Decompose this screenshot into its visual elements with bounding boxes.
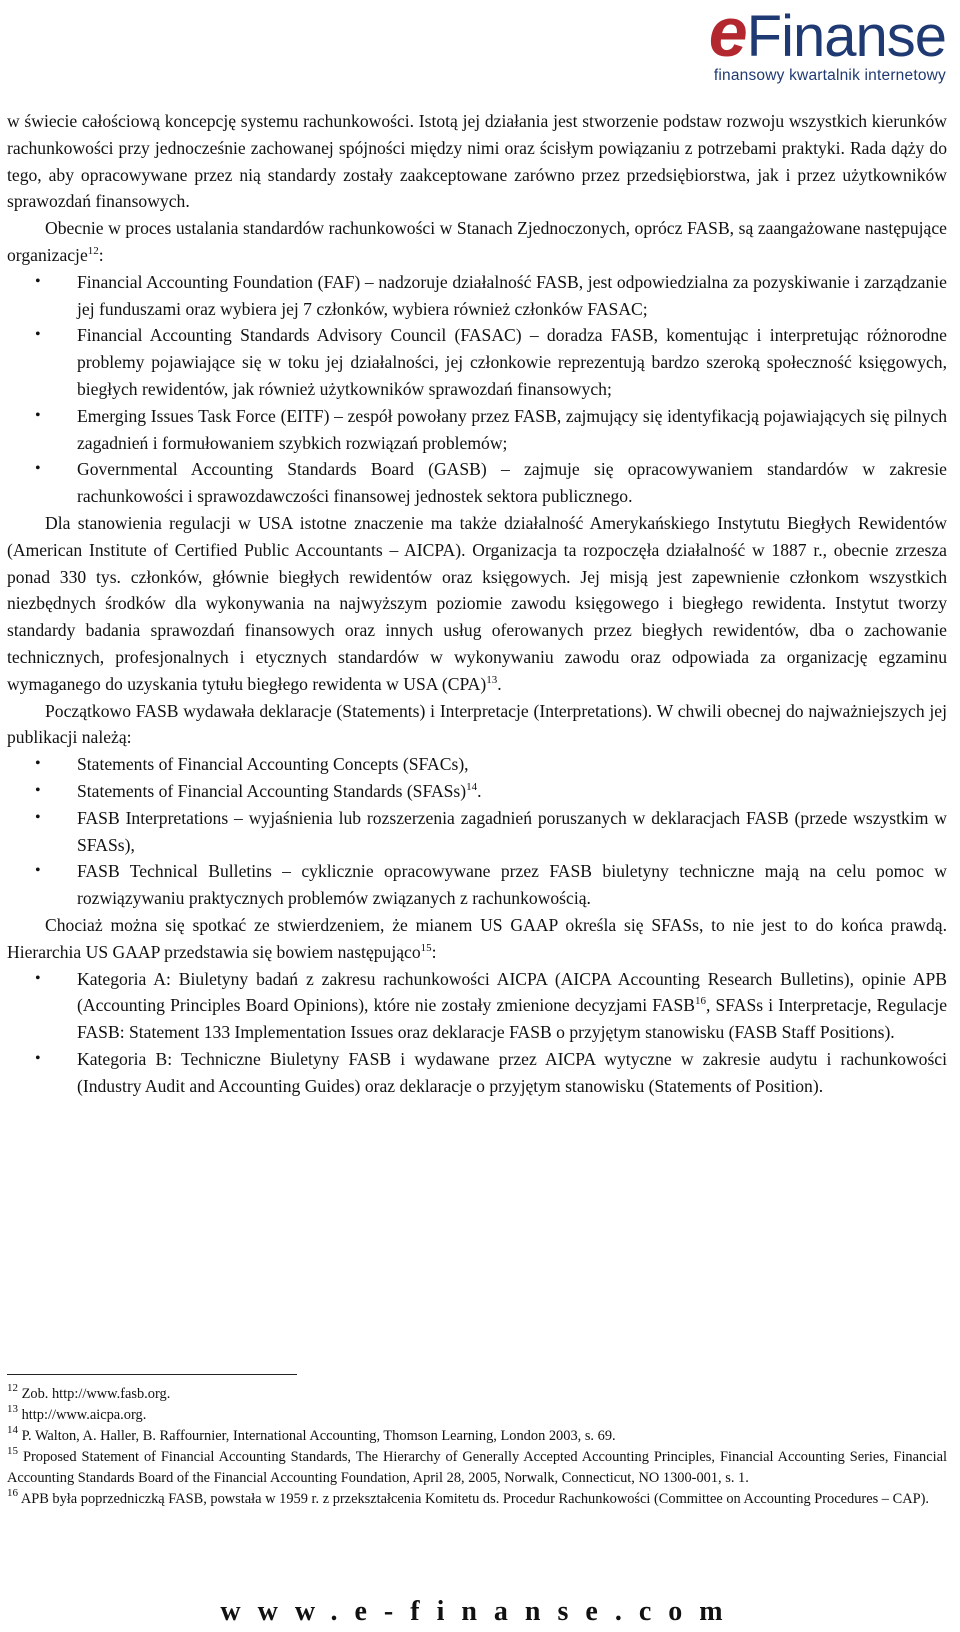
footnote-text: Proposed Statement of Financial Accounting Standards, The Hierarchy of Generally Accepted Accounting Principles, Financial Accounting Series, Financial Accounting Standards Board of the Financial Accounting Foundation, April 28, 2005, Norwalk, Connecticut, NO 1300-001, s. 1. <box>7 1449 947 1486</box>
logo-word: Finanse <box>746 4 946 69</box>
list-item-sfass-end: . <box>477 780 482 801</box>
footnote-text: http://www.aicpa.org. <box>21 1407 147 1423</box>
logo-wordmark <box>676 0 946 69</box>
list-item-faf: • Financial Accounting Foundation (FAF) – nadzoruje działalność FASB, jest odpowiedzialna za pozyskiwanie i zarządzanie jej funduszami oraz wybiera jej 7 członków, wybiera również członków FASAC; <box>77 269 947 323</box>
paragraph-3-text: Dla stanowienia regulacji w USA istotne znaczenie ma także działalność Amerykańskiego Instytutu Biegłych Rewidentów (American Institute of Certified Public Accountants – AICPA). Organizacja ta rozpoczęła działalność w 1887 r., obecnie zrzesza ponad 330 tys. członków, głównie biegłych rewidentów oraz księgowych. Jej misją jest zapewnienie członkom wszystkich niezbędnych środków dla wykonywania na najwyższym poziomie zawodu księgowego i biegłego rewidenta. Instytut tworzy standardy badania sprawozdań finansowych oraz innych usług oferowanych przez biegłych rewidentów, dba o zachowanie technicznych, profesjonalnych i etycznych standardów w wykonywaniu zawodu oraz odpowiada za organizację egzaminu wymaganego do uzyskania tytułu biegłego rewidenta w USA (CPA) <box>7 512 947 694</box>
paragraph-2-end: : <box>98 244 104 265</box>
paragraph-5-text: Chociaż można się spotkać ze stwierdzeniem, że mianem US GAAP określa się SFASs, to nie jest to do końca prawdą. Hierarchia US GAAP przedstawia się bowiem następująco <box>7 914 947 962</box>
footnote-ref-15[interactable]: 15 <box>420 941 432 954</box>
paragraph-2-text: Obecnie w proces ustalania standardów rachunkowości w Stanach Zjednoczonych, oprócz FASB, są zaangażowane następujące organizacje <box>7 218 947 265</box>
footnote-ref-13[interactable]: 13 <box>486 673 498 686</box>
footnote-number: 14 <box>7 1424 18 1436</box>
list-item-gasb: • Governmental Accounting Standards Board (GASB) – zajmuje się opracowywaniem standardów w zakresie rachunkowości i sprawozdawczości finansowej jednostek sektora publicznego. <box>77 456 947 510</box>
footnote-number: 15 <box>7 1445 18 1457</box>
list-item-category-a <box>77 966 947 1046</box>
footnote-ref-12[interactable]: 12 <box>87 244 99 257</box>
list-item-interpretations: • FASB Interpretations – wyjaśnienia lub rozszerzenia zagadnień poruszanych w deklaracjach FASB (przede wszystkim w SFASs), <box>77 805 947 859</box>
paragraph-5 <box>7 912 947 966</box>
list-item-category-b: • Kategoria B: Techniczne Biuletyny FASB i wydawane przez AICPA wytyczne w zakresie audytu i rachunkowości (Industry Audit and Accounting Guides) oraz deklaracje o przyjętym stanowisku (Statements of Position). <box>77 1046 947 1100</box>
footnote-number: 16 <box>7 1487 18 1499</box>
footnotes <box>7 1384 947 1510</box>
paragraph-4: Początkowo FASB wydawała deklaracje (Statements) i Interpretacje (Interpretations). W chwili obecnej do najważniejszych jej publikacji należą: <box>7 700 947 748</box>
paragraph-3-end: . <box>497 673 502 694</box>
list-item-eitf: • Emerging Issues Task Force (EITF) – zespół powołany przez FASB, zajmujący się identyfikacją pojawiających się pilnych zagadnień i formułowaniem szybkich rozwiązań problemów; <box>77 403 947 457</box>
list-item-sfacs: • Statements of Financial Accounting Concepts (SFACs), <box>77 751 947 778</box>
footnote-ref-16[interactable]: 16 <box>694 995 706 1008</box>
paragraph-3 <box>7 510 947 698</box>
footnote-12 <box>7 1384 947 1405</box>
publications-list <box>7 751 947 912</box>
footnote-number: 13 <box>7 1403 18 1415</box>
paragraph-2 <box>7 215 947 269</box>
efinanse-logo <box>676 0 946 92</box>
logo-e-letter: e <box>708 0 747 71</box>
footer-url[interactable]: www.e-finanse.com <box>220 1596 740 1627</box>
gaap-hierarchy-list <box>7 966 947 1100</box>
list-item-sfass <box>77 778 947 805</box>
paragraph-1: w świecie całościową koncepcję systemu rachunkowości. Istotą jej działania jest stworzenie podstaw rozwoju wszystkich kierunków rachunkowości przy jednocześnie zachowanej spójności między nimi oraz ścisłym powiązaniu z potrzebami praktyki. Rada dąży do tego, aby opracowywane przez nią standardy zostały zaakceptowane zarówno przez przedsiębiorstwa, jak i przez użytkowników sprawozdań finansowych. <box>7 111 947 212</box>
footnote-number: 12 <box>7 1382 18 1394</box>
list-item-bulletins: • FASB Technical Bulletins – cyklicznie opracowywane przez FASB biuletyny techniczne mają na celu pomoc w rozwiązywaniu praktycznych problemów związanych z rachunkowością. <box>77 858 947 912</box>
footnote-15 <box>7 1447 947 1489</box>
footnote-text: Zob. http://www.fasb.org. <box>21 1386 171 1402</box>
category-a-text: Kategoria A: Biuletyny badań z zakresu rachunkowości AICPA (AICPA Accounting Research Bulletins), opinie APB (Accounting Principles Board Opinions), które nie zostały zmienione decyzjami FASB <box>77 968 947 1016</box>
footnote-13 <box>7 1405 947 1426</box>
paragraph-5-end: : <box>431 941 437 962</box>
footnote-16 <box>7 1489 947 1510</box>
category-a-text-end: , SFASs i Interpretacje, Regulacje FASB: Statement 133 Implementation Issues oraz deklaracje FASB o przyjętym stanowisku (FASB Staff Positions). <box>77 995 947 1043</box>
footnote-text: P. Walton, A. Haller, B. Raffournier, International Accounting, Thomson Learning, London 2003, s. 69. <box>21 1428 616 1444</box>
logo-tagline: finansowy kwartalnik internetowy <box>713 67 946 84</box>
footnote-divider <box>7 1374 297 1375</box>
footnote-ref-14[interactable]: 14 <box>466 780 478 793</box>
list-item-fasac: • Financial Accounting Standards Advisory Council (FASAC) – doradza FASB, komentując i interpretując różnorodne problemy pojawiające się w toku jej działalności, jej członkowie reprezentują bardzo szeroką społeczność księgowych, biegłych rewidentów, jak również użytkowników sprawozdań finansowych; <box>77 322 947 402</box>
organizations-list <box>7 269 947 510</box>
list-item-sfass-text: Statements of Financial Accounting Standards (SFASs) <box>77 780 467 801</box>
footnote-text: APB była poprzedniczką FASB, powstała w 1959 r. z przekształcenia Komitetu ds. Procedur Rachunkowości (Committee on Accounting Procedures – CAP). <box>20 1491 929 1507</box>
article-body <box>7 108 947 1099</box>
footnote-14 <box>7 1426 947 1447</box>
